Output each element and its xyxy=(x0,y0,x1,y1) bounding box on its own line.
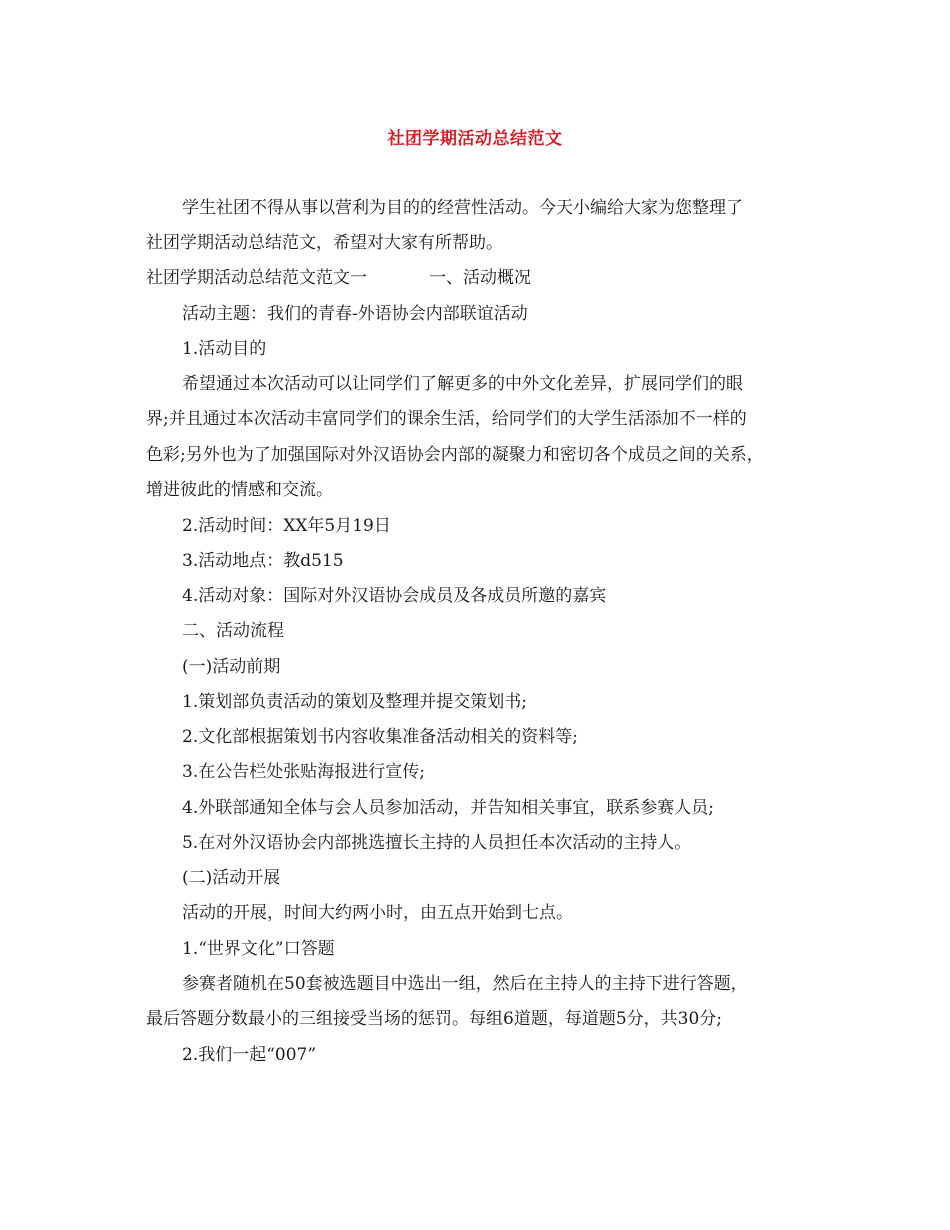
paragraph-line: 活动主题：我们的青春-外语协会内部联谊活动 xyxy=(182,304,528,324)
paragraph-line: 学生社团不得从事以营利为目的的经营性活动。今天小编给大家为您整理了 xyxy=(182,198,743,218)
list-item: 2.文化部根据策划书内容收集准备活动相关的资料等; xyxy=(182,727,578,747)
list-item: 3.在公告栏处张贴海报进行宣传; xyxy=(182,762,425,782)
section-heading-line xyxy=(146,266,531,290)
paragraph-line: 界;并且通过本次活动丰富同学们的课余生活，给同学们的大学生活添加不一样的 xyxy=(146,409,747,429)
paragraph-line: 4.活动对象：国际对外汉语协会成员及各成员所邀的嘉宾 xyxy=(182,586,607,606)
list-item: 1.策划部负责活动的策划及整理并提交策划书; xyxy=(182,692,527,712)
list-item: 1.“世界文化”口答题 xyxy=(182,939,335,959)
article-heading: 社团学期活动总结范文范文一 xyxy=(146,268,367,288)
paragraph-line: 活动的开展，时间大约两小时，由五点开始到七点。 xyxy=(182,903,573,923)
paragraph-line: 最后答题分数最小的三组接受当场的惩罚。每组6道题，每道题5分，共30分; xyxy=(146,1009,722,1029)
list-item: 4.外联部通知全体与会人员参加活动，并告知相关事宜，联系参赛人员; xyxy=(182,798,714,818)
paragraph-line: 色彩;另外也为了加强国际对外汉语协会内部的凝聚力和密切各个成员之间的关系， xyxy=(146,445,764,465)
paragraph-line: 2.活动时间：XX年5月19日 xyxy=(182,516,391,536)
paragraph-line: 参赛者随机在50套被选题目中选出一组，然后在主持人的主持下进行答题， xyxy=(182,974,748,994)
subsection-heading: (一)活动前期 xyxy=(182,657,281,677)
section-heading: 一、活动概况 xyxy=(429,268,531,288)
document-title: 社团学期活动总结范文 xyxy=(387,129,563,149)
paragraph-line: 3.活动地点：教d515 xyxy=(182,551,344,571)
paragraph-line: 1.活动目的 xyxy=(182,339,267,359)
paragraph-line: 增进彼此的情感和交流。 xyxy=(146,480,333,500)
list-item: 5.在对外汉语协会内部挑选擅长主持的人员担任本次活动的主持人。 xyxy=(182,833,692,853)
subsection-heading: (二)活动开展 xyxy=(182,868,281,888)
paragraph-line: 希望通过本次活动可以让同学们了解更多的中外文化差异，扩展同学们的眼 xyxy=(182,374,743,394)
list-item: 2.我们一起“007” xyxy=(182,1045,317,1065)
paragraph-line: 社团学期活动总结范文，希望对大家有所帮助。 xyxy=(146,233,503,253)
section-heading: 二、活动流程 xyxy=(182,621,284,641)
